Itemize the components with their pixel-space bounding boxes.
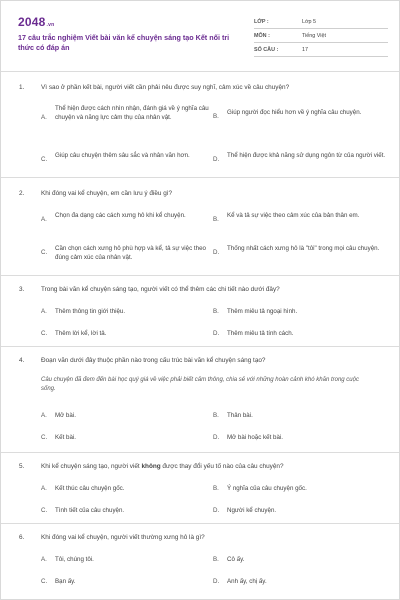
meta-key: SỐ CÂU :	[254, 47, 279, 53]
option-letter: C.	[41, 434, 48, 441]
option-letter: C.	[41, 249, 48, 256]
divider	[1, 71, 400, 72]
question-text: Khi đóng vai kể chuyện, em cần lưu ý điều gì?	[41, 190, 173, 197]
option-letter: D.	[213, 578, 220, 585]
question-number: 2.	[19, 190, 25, 197]
option-text: Thêm miêu tả ngoại hình.	[227, 308, 298, 315]
option-text: Giúp người đọc hiểu hơn về ý nghĩa câu chuyện.	[227, 109, 362, 116]
option-letter: B.	[213, 308, 219, 315]
option-letter: C.	[41, 156, 48, 163]
question-3	[19, 285, 387, 345]
divider	[1, 523, 400, 524]
option-letter: A.	[41, 308, 47, 315]
option-letter: B.	[213, 113, 219, 120]
option-text: Kết bài.	[55, 434, 76, 441]
meta-row-subject	[254, 29, 388, 43]
option-letter: B.	[213, 556, 219, 563]
option-text: Thống nhất cách xưng hô là "tôi" trong mọi câu chuyện.	[227, 245, 380, 252]
meta-key: LỚP :	[254, 19, 269, 25]
option-letter: D.	[213, 434, 220, 441]
meta-row-class	[254, 15, 388, 29]
option-letter: A.	[41, 485, 47, 492]
meta-row-count	[254, 43, 388, 57]
meta-value: 17	[302, 47, 308, 53]
divider	[1, 275, 400, 276]
option-letter: C.	[41, 330, 48, 337]
meta-key: MÔN :	[254, 33, 270, 39]
option-text: Tình tiết của câu chuyện.	[55, 507, 125, 514]
question-number: 3.	[19, 286, 25, 293]
question-2	[19, 189, 387, 274]
option-letter: B.	[213, 412, 219, 419]
option-text: Giúp câu chuyện thêm sâu sắc và nhân văn hơn.	[55, 152, 190, 159]
question-text-part: Khi kể chuyện sáng tạo, người viết	[41, 463, 142, 470]
option-text: Chọn đa dạng các cách xưng hô khi kể chuyện.	[55, 212, 186, 219]
divider	[1, 177, 400, 178]
option-text: Thể hiện được khả năng sử dụng ngôn từ của người viết.	[227, 152, 386, 159]
question-text: Vì sao ở phần kết bài, người viết cần phải nêu được suy nghĩ, cảm xúc về câu chuyện?	[41, 84, 290, 91]
option-text: Cần chọn cách xưng hô phù hợp và kể, tả sự việc theo đúng cảm xúc của nhân vật.	[55, 245, 206, 261]
question-4	[19, 356, 387, 451]
question-text-emphasis: không	[141, 463, 161, 470]
option-letter: D.	[213, 507, 220, 514]
divider	[1, 346, 400, 347]
option-text: Mở bài hoặc kết bài.	[227, 434, 283, 441]
logo-suffix: .vn	[46, 22, 55, 28]
question-number: 4.	[19, 357, 25, 364]
option-letter: A.	[41, 114, 47, 121]
meta-table	[254, 15, 388, 57]
option-text: Thêm lời kể, lời tả.	[55, 330, 107, 337]
option-text: Ý nghĩa của câu chuyện gốc.	[227, 485, 307, 492]
option-letter: A.	[41, 412, 47, 419]
meta-value: Lớp 5	[302, 19, 317, 25]
option-letter: C.	[41, 507, 48, 514]
option-letter: A.	[41, 556, 47, 563]
option-text: Cô ấy.	[227, 556, 245, 563]
option-letter: B.	[213, 216, 219, 223]
question-number: 5.	[19, 463, 25, 470]
option-text: Thân bài.	[227, 412, 253, 419]
question-text-part: được thay đổi yếu tố nào của câu chuyện?	[160, 463, 284, 470]
option-letter: B.	[213, 485, 219, 492]
divider	[1, 452, 400, 453]
page-title: 17 câu trắc nghiệm Viết bài văn kể chuyện sáng tạo Kết nối tri thức có đáp án	[18, 33, 230, 52]
option-text: Thêm miêu tả tính cách.	[227, 330, 294, 337]
question-number: 1.	[19, 84, 25, 91]
question-1	[19, 83, 387, 183]
excerpt-text: Câu chuyện đã đem đến bài học quý giá về việc phải biết cảm thông, chia sẻ với những hoàn cảnh khó khăn trong cuộc sống.	[41, 377, 359, 392]
site-logo[interactable]	[18, 15, 54, 29]
header	[18, 15, 388, 63]
option-text: Bạn ấy.	[55, 578, 76, 585]
question-text: Khi đóng vai kể chuyện, người viết thường xưng hô là gì?	[41, 534, 205, 541]
question-5	[19, 462, 387, 522]
option-letter: A.	[41, 216, 47, 223]
option-text: Anh ấy, chị ấy.	[227, 578, 267, 585]
option-letter: C.	[41, 578, 48, 585]
question-text: Đoạn văn dưới đây thuộc phần nào trong cấu trúc bài văn kể chuyện sáng tạo?	[41, 357, 266, 364]
option-text: Người kể chuyện.	[227, 507, 277, 514]
logo-text: 2048	[18, 15, 46, 29]
option-text: Thể hiện được cách nhìn nhận, đánh giá về ý nghĩa câu chuyện và năng lực cảm thụ của nhân vật.	[55, 105, 209, 121]
question-number: 6.	[19, 534, 25, 541]
option-text: Tôi, chúng tôi.	[55, 556, 94, 563]
question-text: Trong bài văn kể chuyện sáng tạo, người viết có thể thêm các chi tiết nào dưới đây?	[41, 286, 280, 293]
option-text: Mở bài.	[55, 412, 76, 419]
meta-value: Tiếng Việt	[302, 33, 326, 39]
option-text: Kể và tả sự việc theo cảm xúc của bản thân em.	[227, 212, 360, 219]
option-letter: D.	[213, 330, 220, 337]
question-text	[41, 462, 386, 471]
option-text: Kết thúc câu chuyện gốc.	[55, 485, 125, 492]
option-letter: D.	[213, 249, 220, 256]
question-6	[19, 533, 387, 593]
option-text: Thêm thông tin giới thiệu.	[55, 308, 126, 315]
option-letter: D.	[213, 156, 220, 163]
